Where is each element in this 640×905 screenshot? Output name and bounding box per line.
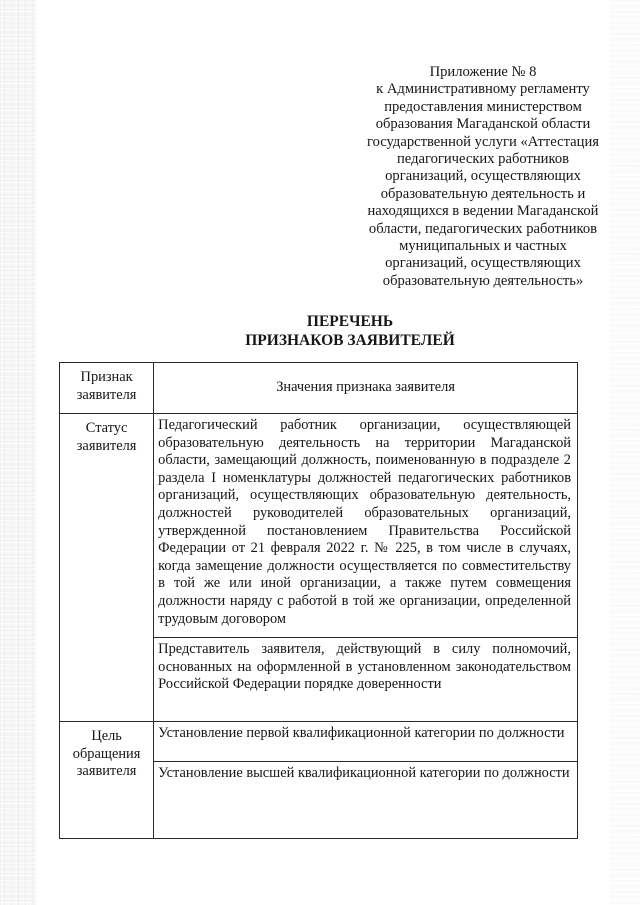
appendix-line: педагогических работников [396,151,570,168]
header-values: Значения признака заявителя [276,379,455,396]
table-row [60,722,578,762]
appendix-line: государственной услуги «Аттестация [366,133,599,150]
scan-edge-right [610,0,640,905]
appendix-line: области, педагогических работников [368,220,598,237]
value-text: Установление первой квалификационной категории по должности [158,725,565,741]
table-row [60,414,578,638]
value-cell [154,762,578,839]
criterion-cell-status [60,414,154,722]
appendix-line: предоставления министерством [384,98,582,115]
scan-edge-left [0,0,36,905]
title-line-1: ПЕРЕЧЕНЬ [306,313,394,330]
appendix-line: к Административному регламенту [376,81,590,98]
appendix-line: находящихся в ведении Магаданской [367,203,599,220]
appendix-line: муниципальных и частных [399,238,567,255]
appendix-line: образовательную деятельность и [380,185,586,202]
header-criterion-cell [60,363,154,414]
criterion-purpose: Цель обращения заявителя [72,728,141,780]
value-text: Представитель заявителя, действующий в силу полномочий, основанных на оформленной в установленном законодательством Российской Федерации порядке доверенности [158,641,571,693]
value-text: Установление высшей квалификационной категории по должности [158,765,570,781]
document-title [200,312,500,350]
criterion-status: Статус заявителя [76,420,137,454]
appendix-line: организаций, осуществляющих [385,255,581,272]
appendix-line: организаций, осуществляющих [385,168,581,185]
value-cell [154,638,578,722]
value-cell [154,414,578,638]
title-line-2: ПРИЗНАКОВ ЗАЯВИТЕЛЕЙ [245,332,455,349]
header-criterion: Признак заявителя [76,369,137,403]
criterion-cell-purpose [60,722,154,839]
value-cell [154,722,578,762]
header-values-cell [154,363,578,414]
value-text: Педагогический работник организации, осуществляющей образовательную деятельность на территории Магаданской области, замещающий должность, поименованную в подразделе 2 раздела I номенклатуры должностей педагогических работников организаций, осуществляющих образовательную деятельность, должностей руководителей образовательных организаций, утвержденной постановлением Правительства Российской Федерации от 21 февраля 2022 г. № 225, в том числе в случаях, когда замещение должности осуществляется по совместительству в той же или иной организации, а также путем совмещения должности наряду с работой в той же организации, определенной трудовым договором [158,417,571,627]
appendix-line: Приложение № 8 [429,64,537,80]
appendix-line: образования Магаданской области [375,116,591,133]
criteria-table [59,362,578,839]
appendix-line: образовательную деятельность» [382,272,584,289]
table-header-row [60,363,578,414]
appendix-caption [352,64,614,290]
